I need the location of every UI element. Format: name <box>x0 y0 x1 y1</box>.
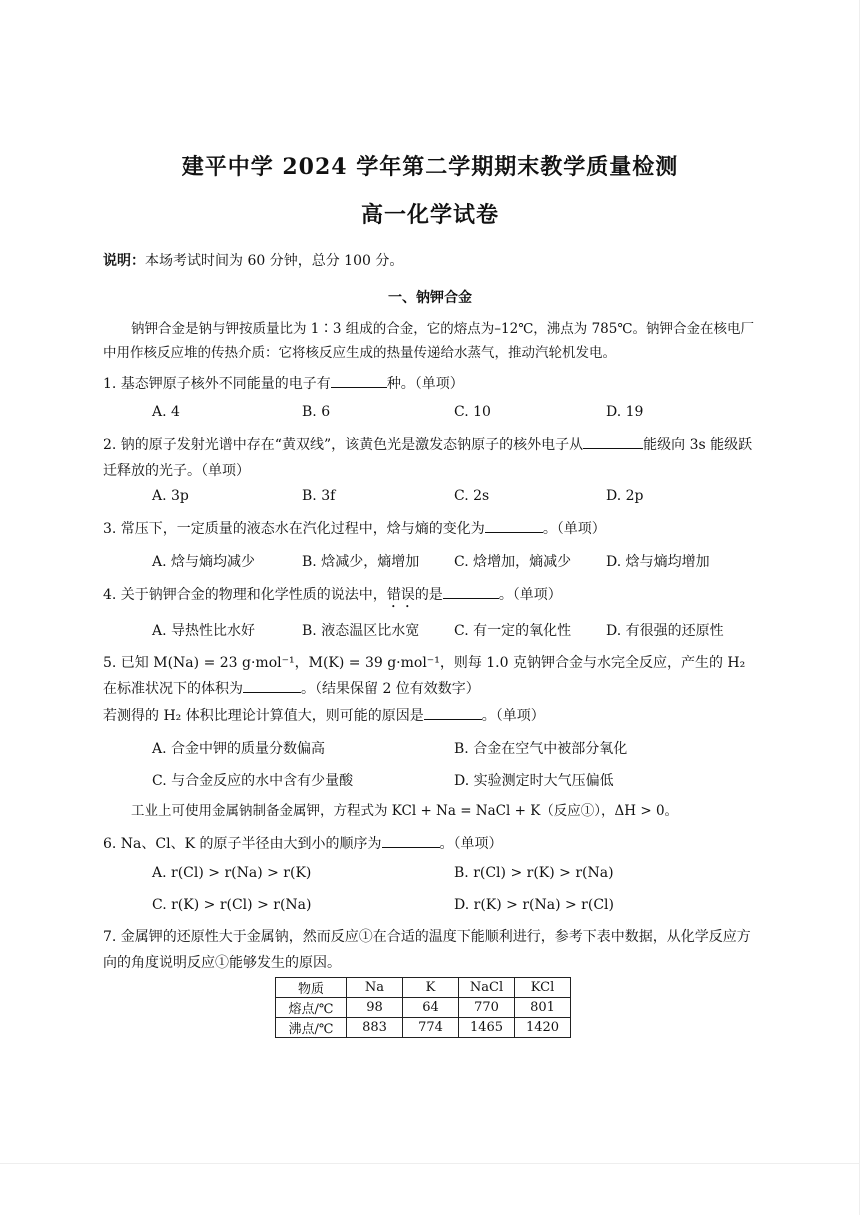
table-cell: 774 <box>403 1018 459 1038</box>
question-3-options <box>152 551 772 573</box>
question-1 <box>103 371 763 397</box>
question-4-text: 4. 关于钠钾合金的物理和化学性质的说法中， <box>103 587 387 603</box>
table-cell: 883 <box>347 1018 403 1038</box>
question-2-suffix: 能级向 3s 能级跃迁释放的光子。（单项） <box>103 437 753 479</box>
option-c[interactable]: C. 与合金反应的水中含有少量酸 <box>152 773 354 789</box>
option-a[interactable]: A. 3p <box>152 488 189 504</box>
question-6-text: 6. Na、Cl、K 的原子半径由大到小的顺序为 <box>103 836 382 852</box>
question-6-options-row2 <box>152 897 772 919</box>
answer-blank[interactable] <box>583 434 643 449</box>
option-a[interactable]: A. 4 <box>152 404 180 420</box>
table-header-cell: K <box>403 978 459 998</box>
question-2 <box>103 432 763 484</box>
material-paragraph: 工业上可使用金属钠制备金属钾，方程式为 KCl + Na = NaCl + K（反应①），ΔH > 0。 <box>131 803 679 819</box>
question-6-options-row1 <box>152 865 772 887</box>
question-4-mid: 的是 <box>414 587 443 603</box>
table-cell: 熔点/℃ <box>276 998 347 1018</box>
question-5-followup-text: 若测得的 H₂ 体积比理论计算值大，则可能的原因是 <box>103 708 424 724</box>
question-4-suffix: 。（单项） <box>498 587 562 603</box>
table-header-cell: NaCl <box>459 978 515 998</box>
answer-blank[interactable] <box>331 373 387 388</box>
table-cell: 801 <box>515 998 571 1018</box>
table-header-cell: KCl <box>515 978 571 998</box>
option-c[interactable]: C. 有一定的氧化性 <box>454 623 572 639</box>
question-2-options <box>152 488 772 510</box>
instructions-label: 说明： <box>103 253 145 269</box>
option-d[interactable]: D. 有很强的还原性 <box>606 623 724 639</box>
option-b[interactable]: B. 液态温区比水宽 <box>302 623 420 639</box>
exam-subtitle: 高一化学试卷 <box>360 202 499 228</box>
question-4 <box>103 582 763 611</box>
question-5-suffix: 。（结果保留 2 位有效数字） <box>301 681 480 697</box>
question-6-suffix: 。（单项） <box>439 836 503 852</box>
option-b[interactable]: B. 合金在空气中被部分氧化 <box>454 741 628 757</box>
question-3 <box>103 516 763 542</box>
section-title: 一、钠钾合金 <box>388 290 472 306</box>
emphasis-text: 错误 <box>386 587 415 603</box>
question-5-followup-suffix: 。（单项） <box>481 708 545 724</box>
option-a[interactable]: A. 焓与熵均减少 <box>152 554 256 570</box>
option-b[interactable]: B. r(Cl) > r(K) > r(Na) <box>454 865 614 881</box>
data-table <box>275 977 571 1038</box>
option-b[interactable]: B. 6 <box>302 404 331 420</box>
table-cell: 1465 <box>459 1018 515 1038</box>
table-row <box>276 1018 571 1038</box>
option-d[interactable]: D. 实验测定时大气压偏低 <box>454 773 614 789</box>
exam-instructions <box>103 250 403 270</box>
question-5-text: 5. 已知 M(Na) = 23 g·mol⁻¹，M(K) = 39 g·mol⁻¹，则每 1.0 克钠钾合金与水完全反应，产生的 H₂ 在标准状况下的体积为 <box>103 655 746 697</box>
answer-blank[interactable] <box>443 584 499 599</box>
table-cell: 64 <box>403 998 459 1018</box>
answer-blank[interactable] <box>424 705 482 720</box>
table-cell: 1420 <box>515 1018 571 1038</box>
table-cell: 770 <box>459 998 515 1018</box>
option-a[interactable]: A. r(Cl) > r(Na) > r(K) <box>152 865 312 881</box>
question-1-suffix: 种。（单项） <box>386 376 464 392</box>
question-7: 7. 金属钾的还原性大于金属钠，然而反应①在合适的温度下能顺利进行，参考下表中数据，从化学反应方向的角度说明反应①能够发生的原因。 <box>103 929 751 971</box>
scan-divider <box>0 1163 860 1164</box>
table-header-cell: Na <box>347 978 403 998</box>
question-2-text: 2. 钠的原子发射光谱中存在“黄双线”，该黄色光是激发态钠原子的核外电子从 <box>103 437 584 453</box>
option-a[interactable]: A. 合金中钾的质量分数偏高 <box>152 741 326 757</box>
option-c[interactable]: C. 2s <box>454 488 490 504</box>
option-d[interactable]: D. 2p <box>606 488 644 504</box>
exam-title: 建平中学 2024 学年第二学期期末教学质量检测 <box>181 154 679 180</box>
option-a[interactable]: A. 导热性比水好 <box>152 623 256 639</box>
question-3-suffix: 。（单项） <box>542 521 606 537</box>
option-b[interactable]: B. 3f <box>302 488 336 504</box>
table-row <box>276 998 571 1018</box>
option-d[interactable]: D. 焓与熵均增加 <box>606 554 710 570</box>
question-5 <box>103 650 763 702</box>
option-c[interactable]: C. 10 <box>454 404 491 420</box>
option-c[interactable]: C. 焓增加，熵减少 <box>454 554 572 570</box>
question-5-followup <box>103 703 763 729</box>
question-6 <box>103 831 763 857</box>
question-5-options-row1 <box>152 738 772 760</box>
option-c[interactable]: C. r(K) > r(Cl) > r(Na) <box>152 897 312 913</box>
table-header-row <box>276 978 571 998</box>
question-1-options <box>152 404 772 426</box>
question-4-options <box>152 620 772 642</box>
table-cell: 98 <box>347 998 403 1018</box>
option-d[interactable]: D. 19 <box>606 404 644 420</box>
question-1-text: 1. 基态钾原子核外不同能量的电子有 <box>103 376 331 392</box>
option-b[interactable]: B. 焓减少，熵增加 <box>302 554 420 570</box>
answer-blank[interactable] <box>243 678 301 693</box>
answer-blank[interactable] <box>382 833 440 848</box>
question-5-options-row2 <box>152 770 772 792</box>
table-header-cell: 物质 <box>276 978 347 998</box>
answer-blank[interactable] <box>485 518 543 533</box>
table-cell: 沸点/℃ <box>276 1018 347 1038</box>
instructions-text: 本场考试时间为 60 分钟，总分 100 分。 <box>145 253 404 269</box>
option-d[interactable]: D. r(K) > r(Na) > r(Cl) <box>454 897 614 913</box>
intro-paragraph: 钠钾合金是钠与钾按质量比为 1∶3 组成的合金，它的熔点为–12℃，沸点为 785℃。钠钾合金在核电厂中用作核反应堆的传热介质：它将核反应生成的热量传递给水蒸气，推动汽轮机发电。 <box>103 321 754 361</box>
question-3-text: 3. 常压下，一定质量的液态水在汽化过程中，焓与熵的变化为 <box>103 521 485 537</box>
